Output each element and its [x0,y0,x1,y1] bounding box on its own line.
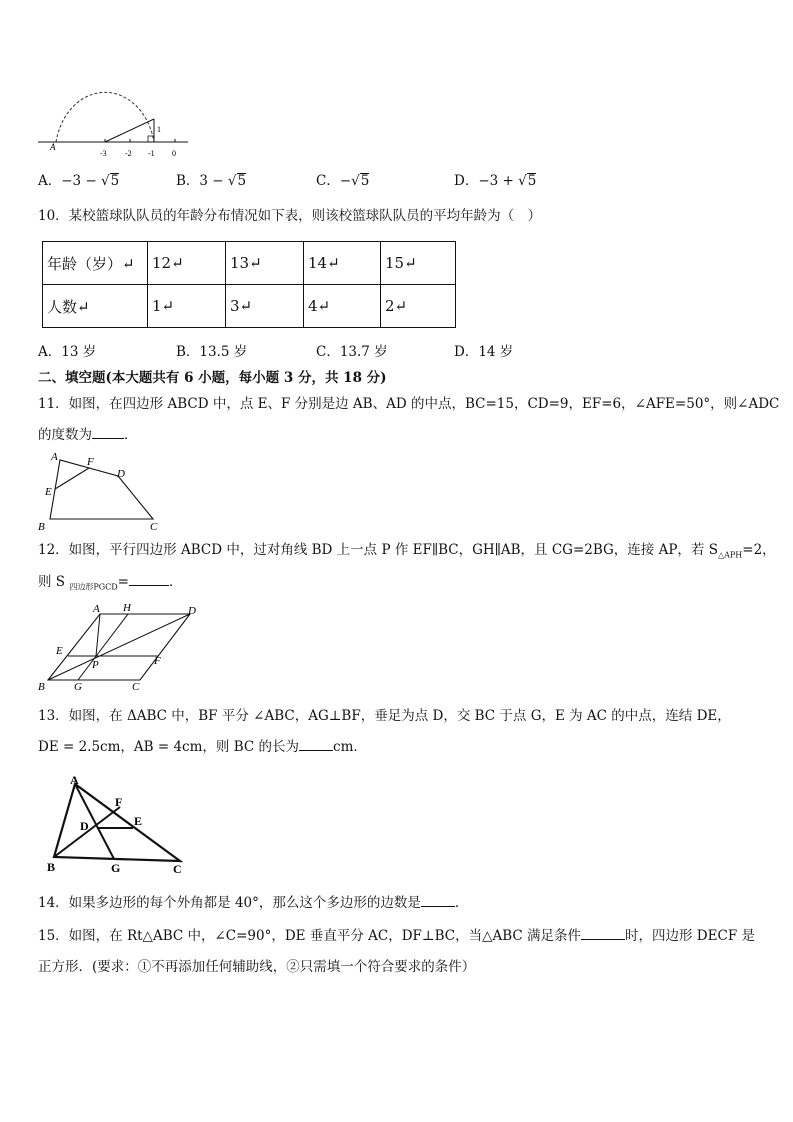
q13-answer-blank[interactable] [299,738,333,751]
q13-label-e: E [134,814,143,828]
q12-label-e: E [56,645,63,657]
q15-line-2: 正方形．(要求：①不再添加任何辅助线，②只需填一个符合要求的条件） [38,959,476,975]
q11-label-e: E [45,486,52,498]
q12-label-f: F [154,655,161,667]
q14-line: 14．如果多边形的每个外角都是 40°，那么这个多边形的边数是 ． [38,895,469,911]
q11-label-d: D [117,468,125,480]
q9-choice-c[interactable]: C．−√5 [316,173,370,189]
q11-segment-ef [55,468,89,489]
q12-line-2: 则 S $_{四边形PGCD}$= ． [38,574,183,592]
q9-tick-label: -1 [148,149,155,158]
q13-label-g: G [111,861,121,875]
q10-choice-a[interactable]: A．13 岁 [38,344,97,360]
table-cell: 3↵ [226,285,304,328]
q9-number-line-figure [36,72,196,164]
q10-choice-b[interactable]: B．13.5 岁 [176,344,248,360]
q12-label-p: P [92,659,99,671]
q13-label-c: C [173,862,182,876]
q12-parallelogram-figure [36,600,206,694]
q9-choice-b[interactable]: B．3 − √5 [176,173,247,189]
table-cell: 2↵ [381,285,456,328]
table-cell: 13↵ [226,242,304,285]
section-heading: 二、填空题(本大题共有 6 小题，每小题 3 分，共 18 分) [38,370,387,386]
q12-label-d: D [188,605,196,617]
q9-label-a: A [50,142,56,152]
q13-line-2: DE = 2.5cm，AB = 4cm，则 BC 的长为 cm． [38,739,367,755]
q12-label-b: B [38,681,45,693]
q12-label-g: G [74,681,82,693]
q12-label-a: A [93,603,100,615]
table-cell: 年龄（岁）↵ [43,242,148,285]
q9-choice-d[interactable]: D．−3 + √5 [454,173,537,189]
q10-stem: 10．某校篮球队队员的年龄分布情况如下表，则该校篮球队队员的平均年龄为（ ） [38,208,542,224]
q11-quadrilateral-figure [36,448,166,534]
table-cell: 4↵ [304,285,381,328]
q12-label-h: H [123,602,131,614]
q13-label-d: D [80,819,89,833]
q9-tick-label: 0 [172,149,176,158]
table-cell: 12↵ [148,242,226,285]
q13-triangle-figure [44,774,194,878]
q15-answer-blank[interactable] [581,927,625,940]
q9-dashed-arc [56,92,154,142]
q12-answer-blank[interactable] [129,573,169,586]
q12-line-1: 12．如图，平行四边形 ABCD 中，过对角线 BD 上一点 P 作 EF∥BC，GH∥AB，且 CG=2BG，连接 AP，若 $S_{\triangle APH}=2$， [38,542,776,560]
table-cell: 14↵ [304,242,381,285]
q15-line-1: 15．如图，在 Rt△ABC 中，∠C=90°，DE 垂直平分 AC，DF⊥BC，当△ABC 满足条件 时，四边形 DECF 是 [38,928,755,944]
q13-label-a: A [70,774,79,787]
q9-tick-label: -3 [100,149,107,158]
q13-line-1: 13．如图，在 ΔABC 中，BF 平分 ∠ABC，AG⊥BF，垂足为点 D，交 BC 于点 G，E 为 AC 的中点，连结 DE， [38,708,731,724]
q9-choice-a[interactable]: A．−3 − √5 [38,173,120,189]
q12-segment-ap [96,614,100,656]
q11-answer-blank[interactable] [92,426,124,439]
q9-label-one: 1 [157,125,161,134]
q11-label-f: F [87,456,94,468]
q11-label-c: C [150,521,158,533]
q10-choice-c[interactable]: C．13.7 岁 [316,344,388,360]
q14-answer-blank[interactable] [421,894,455,907]
table-cell: 15↵ [381,242,456,285]
table-row [43,285,456,328]
table-cell: 1↵ [148,285,226,328]
table-cell: 人数↵ [43,285,148,328]
q13-label-b: B [47,860,56,874]
q11-label-a: A [51,451,58,463]
q12-segment-gh [78,614,128,680]
q12-diagonal-bd [48,614,190,680]
q11-quad-abcd [50,460,153,519]
q9-tick-label: -2 [125,149,132,158]
q10-choice-d[interactable]: D．14 岁 [454,344,514,360]
q11-line-2: 的度数为 ． [38,427,138,443]
q12-label-c: C [132,681,140,693]
q11-label-b: B [38,521,45,533]
q9-hypotenuse [105,119,154,142]
table-row [43,242,456,285]
q13-label-f: F [115,795,123,809]
q11-line-1: 11．如图，在四边形 ABCD 中，点 E、F 分别是边 AB、AD 的中点，BC=15，CD=9，EF=6，∠AFE=50°，则∠ADC [38,396,780,412]
q10-age-table [42,241,456,328]
